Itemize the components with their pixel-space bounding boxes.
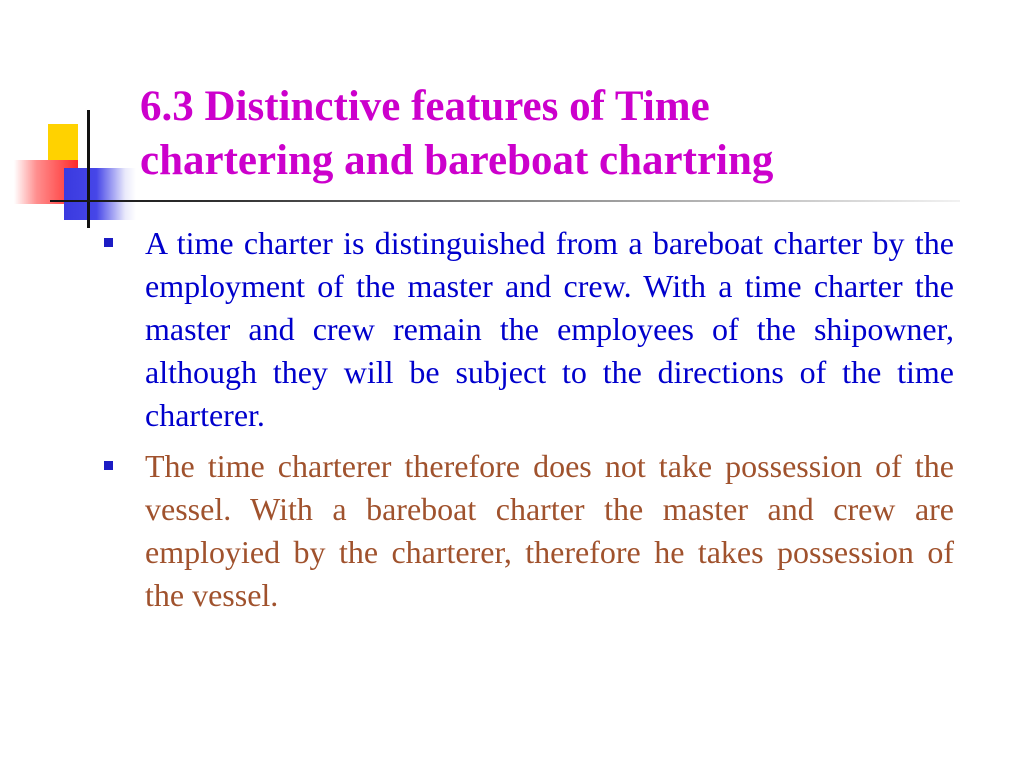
title-line-1: 6.3 Distinctive features of Time — [140, 83, 710, 130]
slide-decoration — [0, 0, 160, 240]
bullet-list — [104, 222, 954, 625]
decor-vertical-line — [87, 110, 90, 228]
slide-title — [140, 80, 980, 188]
title-line-2: chartering and bareboat chartring — [140, 137, 774, 184]
bullet-item-1 — [104, 222, 954, 437]
bullet-text-2: The time charterer therefore does not take possession of the vessel. With a bareboat charter the master and crew are employied by the charterer, therefore he takes possession of the vessel. — [145, 448, 954, 613]
decor-blue-square — [64, 168, 136, 220]
square-bullet-icon — [104, 238, 113, 247]
title-underline — [50, 200, 960, 202]
square-bullet-icon — [104, 461, 113, 470]
bullet-item-2 — [104, 445, 954, 617]
bullet-text-1: A time charter is distinguished from a bareboat charter by the employment of the master and crew. With a time charter the master and crew remain the employees of the shipowner, although they will be subject to the directions of the time charterer. — [145, 225, 954, 433]
